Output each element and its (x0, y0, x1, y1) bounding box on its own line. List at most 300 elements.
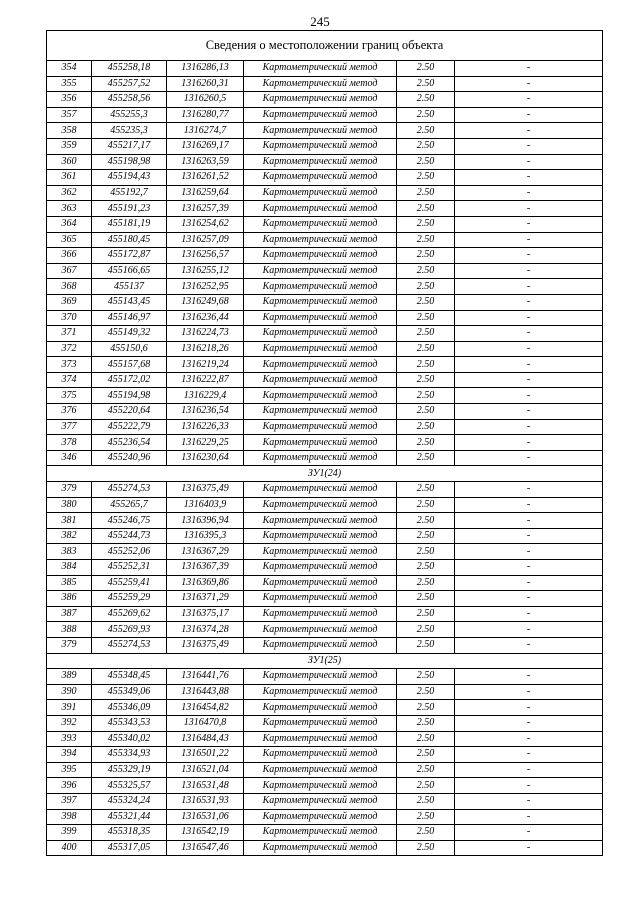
table-row (47, 793, 603, 809)
accuracy-cell: 2.50 (397, 747, 455, 763)
point-number-cell: 380 (47, 497, 92, 513)
accuracy-cell: 2.50 (397, 669, 455, 685)
accuracy-cell: 2.50 (397, 497, 455, 513)
note-cell: - (455, 185, 603, 201)
point-number-cell: 358 (47, 123, 92, 139)
point-number-cell: 375 (47, 388, 92, 404)
table-row (47, 279, 603, 295)
method-cell: Картометрический метод (244, 232, 397, 248)
accuracy-cell: 2.50 (397, 560, 455, 576)
y-coordinate-cell: 1316249,68 (167, 294, 244, 310)
accuracy-cell: 2.50 (397, 76, 455, 92)
method-cell: Картометрический метод (244, 388, 397, 404)
y-coordinate-cell: 1316230,64 (167, 450, 244, 466)
accuracy-cell: 2.50 (397, 450, 455, 466)
point-number-cell: 392 (47, 715, 92, 731)
x-coordinate-cell: 455194,98 (92, 388, 167, 404)
accuracy-cell: 2.50 (397, 357, 455, 373)
point-number-cell: 361 (47, 170, 92, 186)
note-cell: - (455, 700, 603, 716)
y-coordinate-cell: 1316501,22 (167, 747, 244, 763)
accuracy-cell: 2.50 (397, 637, 455, 653)
table-row (47, 216, 603, 232)
method-cell: Картометрический метод (244, 326, 397, 342)
note-cell: - (455, 154, 603, 170)
table-title-row (47, 31, 603, 61)
point-number-cell: 391 (47, 700, 92, 716)
point-number-cell: 382 (47, 528, 92, 544)
table-row (47, 560, 603, 576)
note-cell: - (455, 216, 603, 232)
method-cell: Картометрический метод (244, 61, 397, 77)
table-row (47, 404, 603, 420)
method-cell: Картометрический метод (244, 669, 397, 685)
note-cell: - (455, 201, 603, 217)
table-row (47, 606, 603, 622)
accuracy-cell: 2.50 (397, 482, 455, 498)
y-coordinate-cell: 1316531,06 (167, 809, 244, 825)
x-coordinate-cell: 455340,02 (92, 731, 167, 747)
note-cell: - (455, 388, 603, 404)
point-number-cell: 379 (47, 482, 92, 498)
y-coordinate-cell: 1316226,33 (167, 419, 244, 435)
point-number-cell: 371 (47, 326, 92, 342)
note-cell: - (455, 357, 603, 373)
note-cell: - (455, 92, 603, 108)
table-row (47, 669, 603, 685)
point-number-cell: 366 (47, 248, 92, 264)
table-title: Сведения о местоположении границ объекта (47, 31, 603, 61)
y-coordinate-cell: 1316269,17 (167, 138, 244, 154)
document-sheet (46, 30, 602, 856)
point-number-cell: 372 (47, 341, 92, 357)
note-cell: - (455, 419, 603, 435)
point-number-cell: 394 (47, 747, 92, 763)
y-coordinate-cell: 1316229,4 (167, 388, 244, 404)
accuracy-cell: 2.50 (397, 575, 455, 591)
table-row (47, 513, 603, 529)
method-cell: Картометрический метод (244, 92, 397, 108)
method-cell: Картометрический метод (244, 357, 397, 373)
table-row (47, 419, 603, 435)
accuracy-cell: 2.50 (397, 825, 455, 841)
note-cell: - (455, 61, 603, 77)
accuracy-cell: 2.50 (397, 170, 455, 186)
group-header-row (47, 653, 603, 669)
table-row (47, 154, 603, 170)
y-coordinate-cell: 1316224,73 (167, 326, 244, 342)
accuracy-cell: 2.50 (397, 731, 455, 747)
y-coordinate-cell: 1316454,82 (167, 700, 244, 716)
x-coordinate-cell: 455348,45 (92, 669, 167, 685)
point-number-cell: 379 (47, 637, 92, 653)
x-coordinate-cell: 455329,19 (92, 762, 167, 778)
accuracy-cell: 2.50 (397, 700, 455, 716)
note-cell: - (455, 778, 603, 794)
method-cell: Картометрический метод (244, 637, 397, 653)
method-cell: Картометрический метод (244, 544, 397, 560)
x-coordinate-cell: 455274,53 (92, 637, 167, 653)
table-row (47, 840, 603, 856)
accuracy-cell: 2.50 (397, 684, 455, 700)
note-cell: - (455, 248, 603, 264)
x-coordinate-cell: 455252,31 (92, 560, 167, 576)
note-cell: - (455, 372, 603, 388)
point-number-cell: 354 (47, 61, 92, 77)
y-coordinate-cell: 1316371,29 (167, 591, 244, 607)
y-coordinate-cell: 1316531,48 (167, 778, 244, 794)
table-row (47, 388, 603, 404)
point-number-cell: 383 (47, 544, 92, 560)
table-row (47, 684, 603, 700)
accuracy-cell: 2.50 (397, 513, 455, 529)
accuracy-cell: 2.50 (397, 419, 455, 435)
y-coordinate-cell: 1316219,24 (167, 357, 244, 373)
table-row (47, 528, 603, 544)
accuracy-cell: 2.50 (397, 528, 455, 544)
method-cell: Картометрический метод (244, 216, 397, 232)
method-cell: Картометрический метод (244, 731, 397, 747)
x-coordinate-cell: 455258,56 (92, 92, 167, 108)
note-cell: - (455, 497, 603, 513)
point-number-cell: 388 (47, 622, 92, 638)
note-cell: - (455, 170, 603, 186)
table-row (47, 622, 603, 638)
table-row (47, 731, 603, 747)
x-coordinate-cell: 455246,75 (92, 513, 167, 529)
point-number-cell: 373 (47, 357, 92, 373)
table-row (47, 575, 603, 591)
group-name: ЗУ1(25) (47, 653, 603, 669)
accuracy-cell: 2.50 (397, 606, 455, 622)
y-coordinate-cell: 1316257,09 (167, 232, 244, 248)
method-cell: Картометрический метод (244, 482, 397, 498)
note-cell: - (455, 622, 603, 638)
y-coordinate-cell: 1316259,64 (167, 185, 244, 201)
table-row (47, 372, 603, 388)
point-number-cell: 359 (47, 138, 92, 154)
x-coordinate-cell: 455317,05 (92, 840, 167, 856)
method-cell: Картометрический метод (244, 591, 397, 607)
note-cell: - (455, 606, 603, 622)
accuracy-cell: 2.50 (397, 294, 455, 310)
y-coordinate-cell: 1316274,7 (167, 123, 244, 139)
x-coordinate-cell: 455194,43 (92, 170, 167, 186)
accuracy-cell: 2.50 (397, 107, 455, 123)
accuracy-cell: 2.50 (397, 201, 455, 217)
table-row (47, 450, 603, 466)
point-number-cell: 357 (47, 107, 92, 123)
table-row (47, 825, 603, 841)
accuracy-cell: 2.50 (397, 263, 455, 279)
y-coordinate-cell: 1316236,54 (167, 404, 244, 420)
note-cell: - (455, 138, 603, 154)
x-coordinate-cell: 455259,29 (92, 591, 167, 607)
method-cell: Картометрический метод (244, 684, 397, 700)
point-number-cell: 376 (47, 404, 92, 420)
x-coordinate-cell: 455343,53 (92, 715, 167, 731)
x-coordinate-cell: 455240,96 (92, 450, 167, 466)
point-number-cell: 384 (47, 560, 92, 576)
x-coordinate-cell: 455191,23 (92, 201, 167, 217)
y-coordinate-cell: 1316263,59 (167, 154, 244, 170)
method-cell: Картометрический метод (244, 528, 397, 544)
point-number-cell: 355 (47, 76, 92, 92)
y-coordinate-cell: 1316218,26 (167, 341, 244, 357)
point-number-cell: 393 (47, 731, 92, 747)
method-cell: Картометрический метод (244, 435, 397, 451)
point-number-cell: 360 (47, 154, 92, 170)
y-coordinate-cell: 1316236,44 (167, 310, 244, 326)
point-number-cell: 368 (47, 279, 92, 295)
y-coordinate-cell: 1316542,19 (167, 825, 244, 841)
y-coordinate-cell: 1316280,77 (167, 107, 244, 123)
point-number-cell: 362 (47, 185, 92, 201)
accuracy-cell: 2.50 (397, 544, 455, 560)
accuracy-cell: 2.50 (397, 232, 455, 248)
y-coordinate-cell: 1316443,88 (167, 684, 244, 700)
table-row (47, 310, 603, 326)
note-cell: - (455, 310, 603, 326)
method-cell: Картометрический метод (244, 138, 397, 154)
x-coordinate-cell: 455321,44 (92, 809, 167, 825)
accuracy-cell: 2.50 (397, 138, 455, 154)
note-cell: - (455, 341, 603, 357)
point-number-cell: 364 (47, 216, 92, 232)
accuracy-cell: 2.50 (397, 326, 455, 342)
table-row (47, 92, 603, 108)
note-cell: - (455, 762, 603, 778)
note-cell: - (455, 591, 603, 607)
y-coordinate-cell: 1316375,17 (167, 606, 244, 622)
table-row (47, 482, 603, 498)
table-row (47, 637, 603, 653)
y-coordinate-cell: 1316229,25 (167, 435, 244, 451)
x-coordinate-cell: 455172,87 (92, 248, 167, 264)
accuracy-cell: 2.50 (397, 123, 455, 139)
table-row (47, 341, 603, 357)
note-cell: - (455, 450, 603, 466)
y-coordinate-cell: 1316521,04 (167, 762, 244, 778)
y-coordinate-cell: 1316222,87 (167, 372, 244, 388)
accuracy-cell: 2.50 (397, 61, 455, 77)
point-number-cell: 396 (47, 778, 92, 794)
accuracy-cell: 2.50 (397, 404, 455, 420)
note-cell: - (455, 544, 603, 560)
table-row (47, 263, 603, 279)
method-cell: Картометрический метод (244, 747, 397, 763)
note-cell: - (455, 825, 603, 841)
x-coordinate-cell: 455325,57 (92, 778, 167, 794)
accuracy-cell: 2.50 (397, 715, 455, 731)
table-row (47, 715, 603, 731)
x-coordinate-cell: 455181,19 (92, 216, 167, 232)
point-number-cell: 385 (47, 575, 92, 591)
x-coordinate-cell: 455149,32 (92, 326, 167, 342)
point-number-cell: 387 (47, 606, 92, 622)
page-number: 245 (310, 14, 330, 29)
method-cell: Картометрический метод (244, 201, 397, 217)
method-cell: Картометрический метод (244, 154, 397, 170)
method-cell: Картометрический метод (244, 825, 397, 841)
boundary-table (46, 30, 603, 856)
x-coordinate-cell: 455137 (92, 279, 167, 295)
x-coordinate-cell: 455257,52 (92, 76, 167, 92)
table-row (47, 778, 603, 794)
table-row (47, 762, 603, 778)
x-coordinate-cell: 455222,79 (92, 419, 167, 435)
method-cell: Картометрический метод (244, 575, 397, 591)
method-cell: Картометрический метод (244, 606, 397, 622)
accuracy-cell: 2.50 (397, 809, 455, 825)
note-cell: - (455, 669, 603, 685)
accuracy-cell: 2.50 (397, 793, 455, 809)
note-cell: - (455, 482, 603, 498)
y-coordinate-cell: 1316257,39 (167, 201, 244, 217)
x-coordinate-cell: 455235,3 (92, 123, 167, 139)
table-row (47, 123, 603, 139)
method-cell: Картометрический метод (244, 341, 397, 357)
accuracy-cell: 2.50 (397, 840, 455, 856)
accuracy-cell: 2.50 (397, 216, 455, 232)
table-row (47, 591, 603, 607)
point-number-cell: 377 (47, 419, 92, 435)
method-cell: Картометрический метод (244, 622, 397, 638)
point-number-cell: 386 (47, 591, 92, 607)
table-row (47, 170, 603, 186)
note-cell: - (455, 435, 603, 451)
method-cell: Картометрический метод (244, 310, 397, 326)
method-cell: Картометрический метод (244, 372, 397, 388)
method-cell: Картометрический метод (244, 123, 397, 139)
x-coordinate-cell: 455220,64 (92, 404, 167, 420)
y-coordinate-cell: 1316547,46 (167, 840, 244, 856)
method-cell: Картометрический метод (244, 404, 397, 420)
note-cell: - (455, 715, 603, 731)
table-row (47, 357, 603, 373)
y-coordinate-cell: 1316396,94 (167, 513, 244, 529)
x-coordinate-cell: 455198,98 (92, 154, 167, 170)
accuracy-cell: 2.50 (397, 154, 455, 170)
note-cell: - (455, 575, 603, 591)
note-cell: - (455, 76, 603, 92)
x-coordinate-cell: 455258,18 (92, 61, 167, 77)
method-cell: Картометрический метод (244, 170, 397, 186)
table-row (47, 138, 603, 154)
method-cell: Картометрический метод (244, 76, 397, 92)
x-coordinate-cell: 455274,53 (92, 482, 167, 498)
accuracy-cell: 2.50 (397, 92, 455, 108)
x-coordinate-cell: 455150,6 (92, 341, 167, 357)
y-coordinate-cell: 1316286,13 (167, 61, 244, 77)
group-header-row (47, 466, 603, 482)
y-coordinate-cell: 1316252,95 (167, 279, 244, 295)
method-cell: Картометрический метод (244, 762, 397, 778)
x-coordinate-cell: 455252,06 (92, 544, 167, 560)
x-coordinate-cell: 455334,93 (92, 747, 167, 763)
x-coordinate-cell: 455172,02 (92, 372, 167, 388)
x-coordinate-cell: 455244,73 (92, 528, 167, 544)
point-number-cell: 363 (47, 201, 92, 217)
table-row (47, 248, 603, 264)
note-cell: - (455, 232, 603, 248)
y-coordinate-cell: 1316367,39 (167, 560, 244, 576)
method-cell: Картометрический метод (244, 513, 397, 529)
x-coordinate-cell: 455146,97 (92, 310, 167, 326)
point-number-cell: 365 (47, 232, 92, 248)
y-coordinate-cell: 1316374,28 (167, 622, 244, 638)
note-cell: - (455, 809, 603, 825)
x-coordinate-cell: 455265,7 (92, 497, 167, 513)
x-coordinate-cell: 455192,7 (92, 185, 167, 201)
point-number-cell: 367 (47, 263, 92, 279)
accuracy-cell: 2.50 (397, 248, 455, 264)
method-cell: Картометрический метод (244, 263, 397, 279)
accuracy-cell: 2.50 (397, 341, 455, 357)
table-row (47, 107, 603, 123)
x-coordinate-cell: 455157,68 (92, 357, 167, 373)
note-cell: - (455, 294, 603, 310)
accuracy-cell: 2.50 (397, 762, 455, 778)
point-number-cell: 381 (47, 513, 92, 529)
x-coordinate-cell: 455217,17 (92, 138, 167, 154)
x-coordinate-cell: 455236,54 (92, 435, 167, 451)
method-cell: Картометрический метод (244, 809, 397, 825)
accuracy-cell: 2.50 (397, 622, 455, 638)
y-coordinate-cell: 1316260,5 (167, 92, 244, 108)
y-coordinate-cell: 1316375,49 (167, 637, 244, 653)
method-cell: Картометрический метод (244, 497, 397, 513)
note-cell: - (455, 123, 603, 139)
x-coordinate-cell: 455324,24 (92, 793, 167, 809)
x-coordinate-cell: 455180,45 (92, 232, 167, 248)
point-number-cell: 397 (47, 793, 92, 809)
x-coordinate-cell: 455143,45 (92, 294, 167, 310)
note-cell: - (455, 637, 603, 653)
accuracy-cell: 2.50 (397, 388, 455, 404)
table-row (47, 435, 603, 451)
y-coordinate-cell: 1316260,31 (167, 76, 244, 92)
x-coordinate-cell: 455349,06 (92, 684, 167, 700)
note-cell: - (455, 107, 603, 123)
x-coordinate-cell: 455259,41 (92, 575, 167, 591)
method-cell: Картометрический метод (244, 450, 397, 466)
method-cell: Картометрический метод (244, 279, 397, 295)
table-row (47, 76, 603, 92)
point-number-cell: 390 (47, 684, 92, 700)
table-row (47, 185, 603, 201)
y-coordinate-cell: 1316369,86 (167, 575, 244, 591)
y-coordinate-cell: 1316375,49 (167, 482, 244, 498)
point-number-cell: 346 (47, 450, 92, 466)
table-row (47, 809, 603, 825)
table-row (47, 201, 603, 217)
method-cell: Картометрический метод (244, 715, 397, 731)
y-coordinate-cell: 1316367,29 (167, 544, 244, 560)
x-coordinate-cell: 455269,93 (92, 622, 167, 638)
note-cell: - (455, 793, 603, 809)
note-cell: - (455, 513, 603, 529)
y-coordinate-cell: 1316441,76 (167, 669, 244, 685)
note-cell: - (455, 560, 603, 576)
note-cell: - (455, 731, 603, 747)
x-coordinate-cell: 455318,35 (92, 825, 167, 841)
method-cell: Картометрический метод (244, 840, 397, 856)
method-cell: Картометрический метод (244, 419, 397, 435)
y-coordinate-cell: 1316403,9 (167, 497, 244, 513)
table-row (47, 544, 603, 560)
boundary-table-body (47, 31, 603, 856)
